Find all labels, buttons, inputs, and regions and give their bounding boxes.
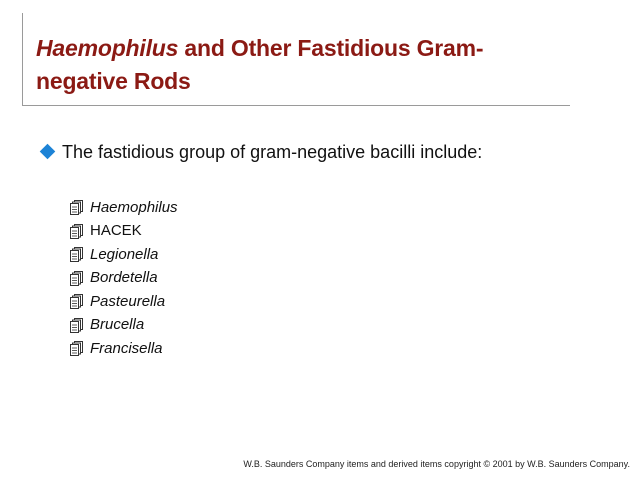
title-side-rule — [22, 13, 23, 106]
sub-bullet-item — [70, 314, 178, 338]
title-line1-rest: and Other Fastidious Gram- — [178, 35, 484, 61]
sub-bullet-item — [70, 337, 178, 361]
title-underline-rule — [22, 105, 570, 106]
sub-bullet-item — [70, 196, 178, 220]
main-bullet-text: The fastidious group of gram-negative bacilli include: — [62, 142, 483, 162]
sub-bullet-list — [70, 196, 178, 361]
sub-bullet-text: Bordetella — [90, 269, 158, 287]
memo-pages-icon — [70, 341, 84, 356]
sub-bullet-text: Brucella — [90, 316, 145, 334]
sub-bullet-text: Haemophilus — [90, 198, 178, 216]
memo-pages-icon — [70, 294, 84, 309]
sub-bullet-text: Francisella — [90, 339, 163, 357]
sub-bullet-text: Pasteurella — [90, 292, 166, 310]
sub-bullet-text: Legionella — [90, 245, 159, 263]
memo-pages-icon — [70, 318, 84, 333]
title-line2: negative Rods — [36, 68, 191, 94]
sub-bullet-item — [70, 243, 178, 267]
memo-pages-icon — [70, 200, 84, 215]
diamond-bullet-icon — [40, 144, 56, 160]
sub-bullet-text: HACEK — [90, 222, 142, 240]
sub-bullet-item — [70, 290, 178, 314]
memo-pages-icon — [70, 224, 84, 239]
memo-pages-icon — [70, 247, 84, 262]
title-italic-part: Haemophilus — [36, 35, 179, 61]
memo-pages-icon — [70, 271, 84, 286]
sub-bullet-item — [70, 267, 178, 291]
slide-title — [36, 32, 556, 98]
sub-bullet-item — [70, 220, 178, 244]
main-bullet — [38, 140, 518, 164]
copyright-footer: W.B. Saunders Company items and derived items copyright © 2001 by W.B. Saunders Company. — [243, 459, 630, 469]
